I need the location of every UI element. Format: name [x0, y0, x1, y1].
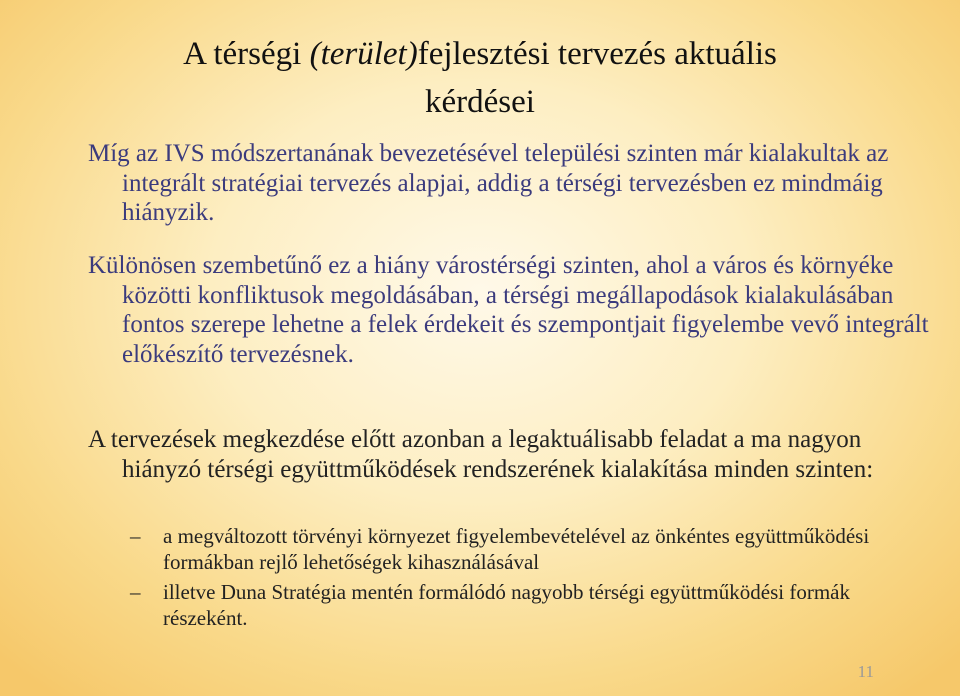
title-line-2: kérdései [425, 84, 535, 120]
paragraph-3: A tervezések megkezdése előtt azonban a legaktuálisabb feladat a ma nagyon hiányzó térségi együttműködések rendszerének kialakítása minden szinten: [88, 426, 874, 483]
sub-item-text: a megváltozott törvényi környezet figyelembevételével az önkéntes együttműködési formákban rejlő lehetőségek kihasználásával [163, 524, 870, 574]
dash-bullet-icon: – [130, 580, 141, 604]
dash-bullet-icon: – [130, 524, 141, 548]
slide-title [0, 30, 960, 126]
paragraph-2: Különösen szembetűnő ez a hiány várostérségi szinten, ahol a város és környéke közötti konfliktusok megoldásában, a térségi megállapodások kialakulásában fontos szerepe lehetne a felek érdekeit és szempontjait figyelembe vevő integrált előkészítő tervezésnek. [88, 252, 929, 368]
title-italic: (terület) [309, 36, 418, 72]
title-line-1 [0, 30, 960, 78]
sub-item-1 [130, 523, 923, 575]
title-part-1: A térségi [183, 36, 310, 72]
page-number: 11 [857, 662, 874, 681]
paragraph-1: Míg az IVS módszertanának bevezetésével települési szinten már kialakultak az integrált stratégiai tervezés alapjai, addig a térségi tervezésben ez mindmáig hiányzik. [88, 140, 889, 226]
sub-item-text: illetve Duna Stratégia mentén formálódó nagyobb térségi együttműködési formák részeként. [163, 580, 850, 630]
sub-item-2 [130, 579, 923, 631]
title-part-2: fejlesztési tervezés aktuális [417, 36, 777, 72]
